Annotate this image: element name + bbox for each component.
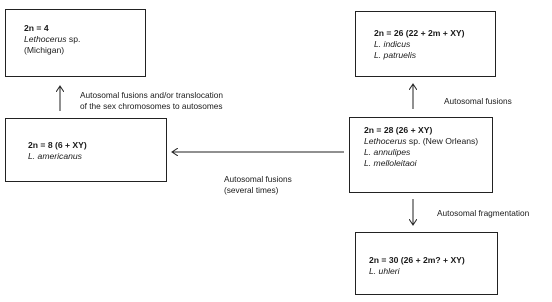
karyotype-box-new-orleans bbox=[349, 117, 493, 193]
chromosome-count: 2n = 28 (26 + XY) bbox=[364, 125, 433, 135]
species-name: L. indicus bbox=[374, 39, 411, 49]
label-autosomal-fusions-several: Autosomal fusions (several times) bbox=[224, 174, 292, 195]
species-name: L. patruelis bbox=[374, 50, 417, 60]
label-fusion-translocation: Autosomal fusions and/or translocation of the sex chromosomes to autosomes bbox=[80, 90, 223, 111]
label-autosomal-fragmentation: Autosomal fragmentation bbox=[437, 208, 530, 218]
species-name: L. americanus bbox=[28, 151, 82, 161]
species-locality: (Michigan) bbox=[24, 45, 65, 55]
chromosome-count: 2n = 8 (6 + XY) bbox=[28, 140, 87, 150]
label-autosomal-fusions: Autosomal fusions bbox=[444, 96, 512, 106]
species-name: L. melloleitaoi bbox=[364, 158, 417, 168]
karyotype-box-uhleri bbox=[355, 232, 498, 295]
chromosome-count: 2n = 26 (22 + 2m + XY) bbox=[374, 28, 465, 38]
species-name: L. annulipes bbox=[364, 147, 411, 157]
karyotype-box-indicus bbox=[355, 11, 496, 77]
species-name: Lethocerus sp. bbox=[24, 34, 81, 44]
karyotype-box-americanus bbox=[5, 118, 167, 182]
chromosome-count: 2n = 4 bbox=[24, 23, 49, 33]
species-name: L. uhleri bbox=[369, 266, 400, 276]
chromosome-count: 2n = 30 (26 + 2m? + XY) bbox=[369, 255, 465, 265]
species-name: Lethocerus sp. (New Orleans) bbox=[364, 136, 479, 146]
karyotype-box-michigan bbox=[5, 9, 146, 77]
